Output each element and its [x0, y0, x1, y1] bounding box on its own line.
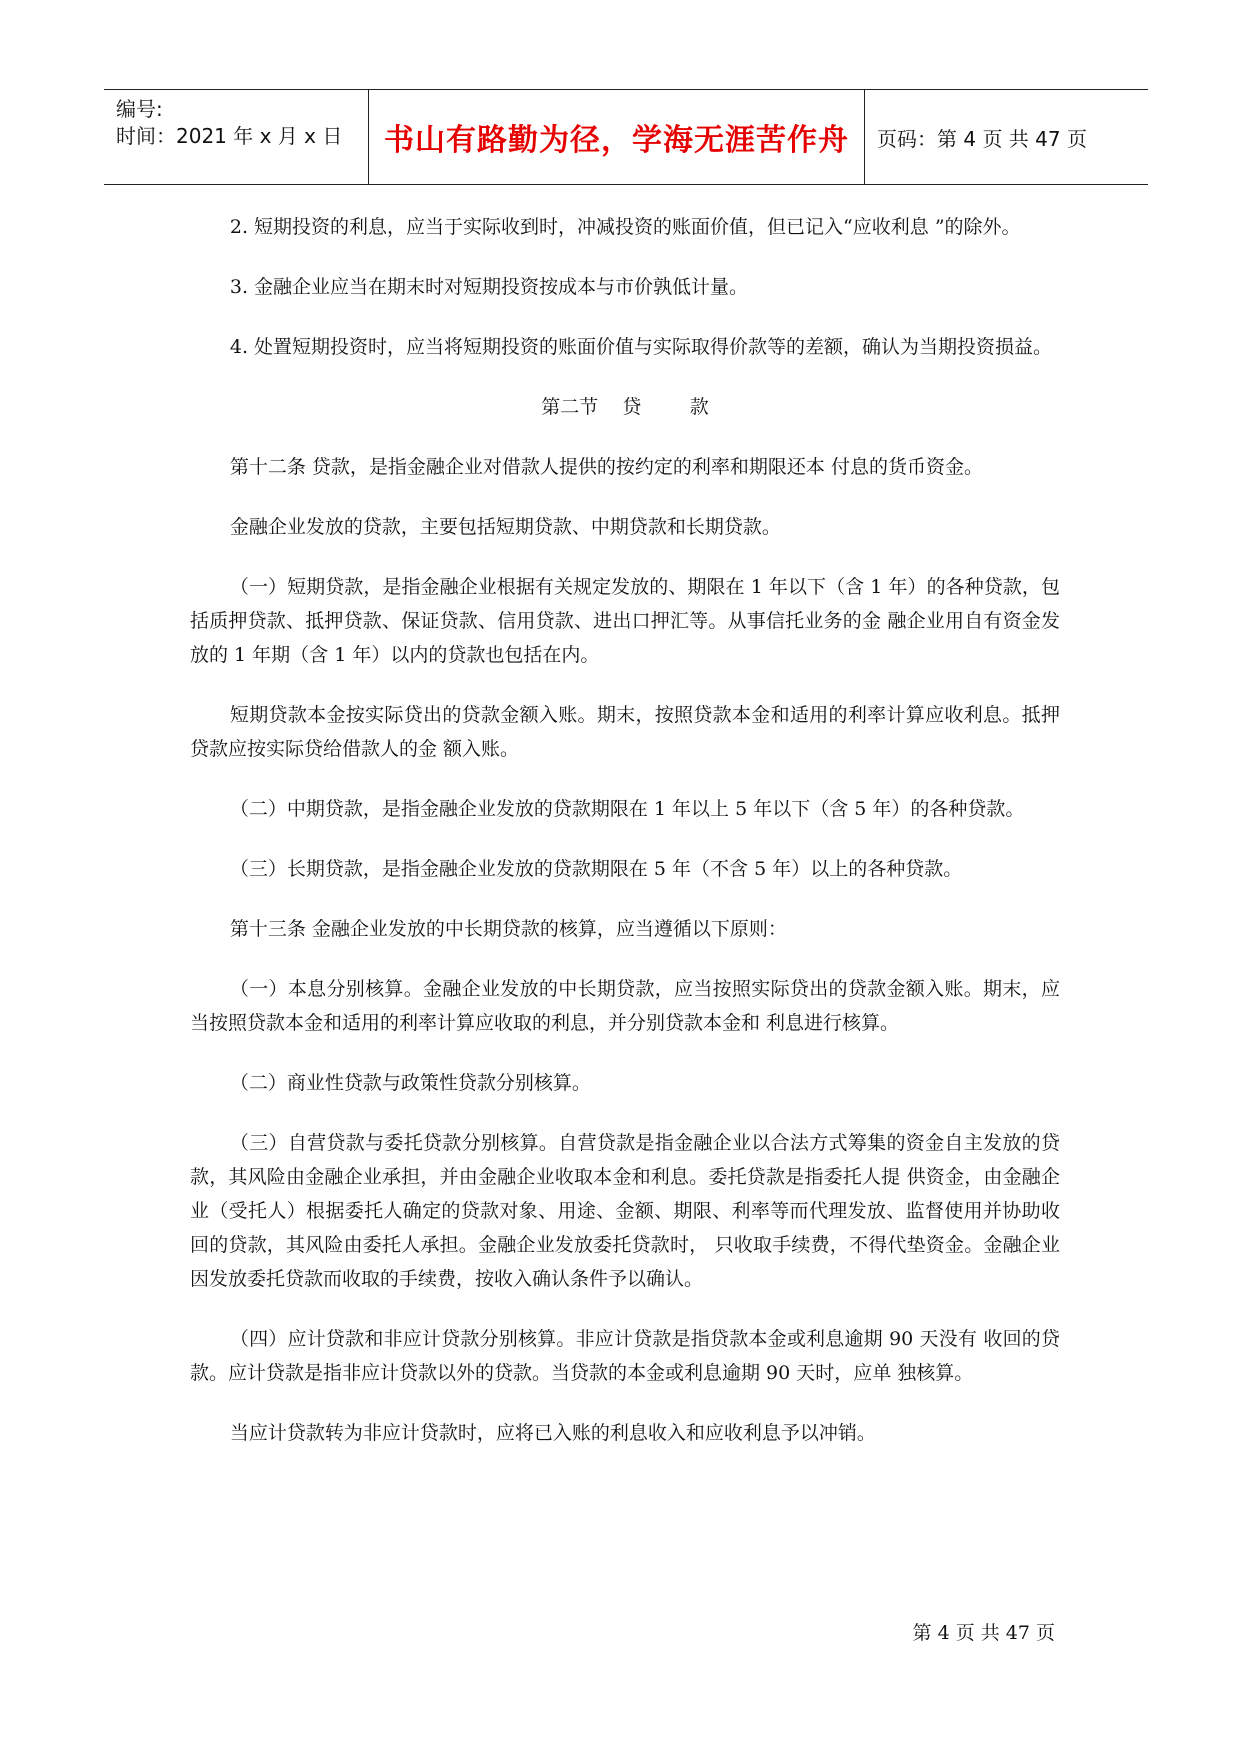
paragraph: （四）应计贷款和非应计贷款分别核算。非应计贷款是指贷款本金或利息逾期 90 天没有 收回的贷款。应计贷款是指非应计贷款以外的贷款。当贷款的本金或利息逾期 90 天时，应单 独核算。 — [190, 1328, 1060, 1384]
paragraph: （一）本息分别核算。金融企业发放的中长期贷款，应当按照实际贷出的贷款金额入账。期末，应当按照贷款本金和适用的利率计算应收取的利息，并分别贷款本金和 利息进行核算。 — [190, 978, 1060, 1034]
paragraph: 2. 短期投资的利息，应当于实际收到时，冲减投资的账面价值，但已记入“应收利息 ”的除外。 — [229, 216, 1021, 238]
document-body — [190, 210, 1060, 1450]
paragraph: 3. 金融企业应当在期末时对短期投资按成本与市价孰低计量。 — [229, 276, 749, 298]
paragraph: 第十二条 贷款，是指金融企业对借款人提供的按约定的利率和期限还本 付息的货币资金。 — [229, 456, 983, 478]
header-page-cell — [865, 90, 1148, 184]
section-title-text: 第二节 贷 款 — [541, 396, 709, 418]
paragraph: 短期贷款本金按实际贷出的贷款金额入账。期末，按照贷款本金和适用的利率计算应收利息。抵押贷款应按实际贷给借款人的金 额入账。 — [190, 704, 1060, 760]
motto: 书山有路勤为径，学海无涯苦作舟 — [384, 123, 849, 158]
header-motto-cell — [369, 90, 865, 184]
time-label: 时间：2021 年 x 月 x 日 — [116, 124, 343, 148]
header-info-cell — [104, 90, 369, 184]
paragraph: （三）长期贷款，是指金融企业发放的贷款期限在 5 年（不含 5 年）以上的各种贷款。 — [229, 858, 963, 880]
paragraph: 第十三条 金融企业发放的中长期贷款的核算，应当遵循以下原则： — [229, 918, 787, 940]
paragraph: （一）短期贷款，是指金融企业根据有关规定发放的、期限在 1 年以下（含 1 年）的各种贷款，包括质押贷款、抵押贷款、保证贷款、信用贷款、进出口押汇等。从事信托业务的金 融企业用自有资金发放的 1 年期（含 1 年）以内的贷款也包括在内。 — [190, 576, 1060, 666]
page-code: 页码：第 4 页 共 47 页 — [877, 126, 1087, 151]
number-label: 编号: — [116, 97, 163, 121]
section-title — [190, 390, 1060, 424]
paragraph: 金融企业发放的贷款，主要包括短期贷款、中期贷款和长期贷款。 — [229, 516, 781, 538]
header-table — [104, 89, 1148, 185]
paragraph: （二）商业性贷款与政策性贷款分别核算。 — [229, 1072, 591, 1094]
paragraph: （二）中期贷款，是指金融企业发放的贷款期限在 1 年以上 5 年以下（含 5 年）的各种贷款。 — [229, 798, 1025, 820]
paragraph: 4. 处置短期投资时，应当将短期投资的账面价值与实际取得价款等的差额，确认为当期投资损益。 — [229, 336, 1053, 358]
paragraph: （三）自营贷款与委托贷款分别核算。自营贷款是指金融企业以合法方式筹集的资金自主发放的贷款，其风险由金融企业承担，并由金融企业收取本金和利息。委托贷款是指委托人提 供资金，由金融企业（受托人）根据委托人确定的贷款对象、用途、金额、期限、利率等而代理发放、监督使用并协助收回的贷款，其风险由委托人承担。金融企业发放委托贷款时， 只收取手续费，不得代垫资金。金融企业因发放委托贷款而收取的手续费，按收入确认条件予以确认。 — [190, 1132, 1060, 1290]
page-footer: 第 4 页 共 47 页 — [912, 1622, 1055, 1644]
paragraph: 当应计贷款转为非应计贷款时，应将已入账的利息收入和应收利息予以冲销。 — [229, 1422, 876, 1444]
